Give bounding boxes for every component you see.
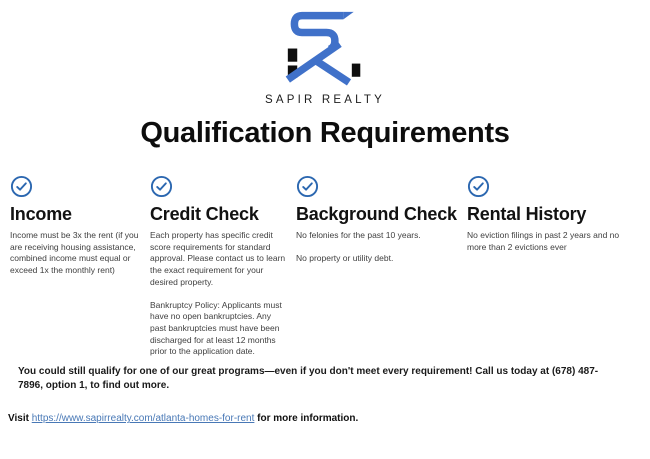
requirement-text: Bankruptcy Policy: Applicants must have no open bankruptcies. Any past bankruptcies must have been discharged for at least 12 months prior to the application date. <box>150 299 282 357</box>
footer <box>0 413 650 424</box>
cta-text: You could still qualify for one of our great programs—even if you don't meet every requirement! Call us today at (678) 487-7896, option 1, to find out more. <box>18 366 599 392</box>
footer-prefix: Visit <box>8 413 32 425</box>
check-circle-icon <box>296 175 319 198</box>
brand-name: SAPIR REALTY <box>265 94 385 106</box>
requirement-rental-history <box>467 175 640 363</box>
requirement-text: No property or utility debt. <box>296 252 394 263</box>
requirement-text: No eviction filings in past 2 years and no more than 2 evictions ever <box>467 230 620 252</box>
requirement-credit-check <box>150 175 286 363</box>
sapir-realty-logo-icon <box>282 9 368 89</box>
requirement-heading: Credit Check <box>150 204 259 224</box>
requirement-income <box>10 175 140 363</box>
footer-suffix: for more information. <box>254 413 359 425</box>
check-circle-icon <box>150 175 173 198</box>
website-link[interactable]: https://www.sapirrealty.com/atlanta-homes-for-rent <box>31 413 255 425</box>
header <box>0 0 650 106</box>
requirement-text: Each property has specific credit score requirements for standard approval. Please contact us to learn the exact requirement for your desired property. <box>150 230 286 287</box>
check-circle-icon <box>10 175 33 198</box>
requirement-heading: Rental History <box>467 204 587 224</box>
requirement-heading: Background Check <box>296 204 457 224</box>
requirement-heading: Income <box>10 204 72 224</box>
requirements-columns <box>0 175 650 363</box>
page-title: Qualification Requirements <box>140 117 510 149</box>
requirement-text: No felonies for the past 10 years. <box>296 230 421 240</box>
requirement-background-check <box>296 175 457 363</box>
check-circle-icon <box>467 175 490 198</box>
requirement-text: Income must be 3x the rent (if you are receiving housing assistance, combined income must equal or exceed 1x the monthly rent) <box>10 230 139 276</box>
